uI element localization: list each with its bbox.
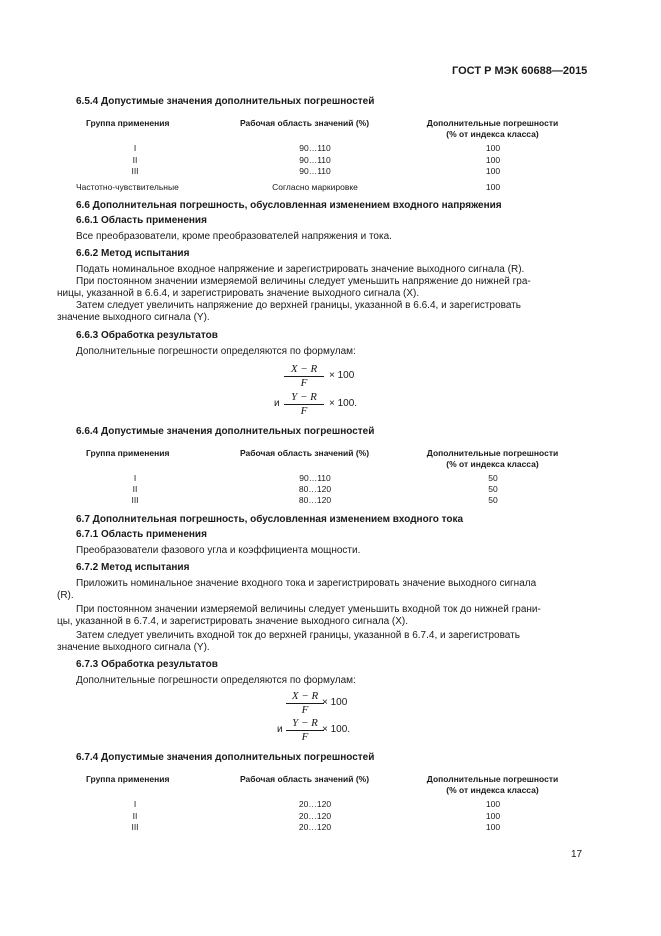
table-cell-range: 80…120 (298, 495, 332, 505)
formula-multiplier: × 100. (322, 724, 351, 735)
formula-numerator: X − R (286, 690, 324, 704)
formula-fraction (284, 363, 324, 390)
formula-denominator: F (301, 704, 309, 716)
formula-and: и (274, 398, 280, 409)
table-header-error-unit: (% от индекса класса) (446, 785, 539, 795)
document-code: ГОСТ Р МЭК 60688—2015 (452, 65, 588, 77)
table-cell-group: II (132, 811, 138, 821)
section-6-5-4-title: 6.5.4 Допустимые значения дополнительных погрешностей (76, 96, 375, 107)
table-header-group: Группа применения (86, 118, 170, 128)
table-cell-group: II (132, 155, 138, 165)
formula-denominator: F (300, 405, 308, 417)
section-6-7-4-title: 6.7.4 Допустимые значения дополнительных погрешностей (76, 752, 375, 763)
section-6-6-2-title: 6.6.2 Метод испытания (76, 248, 190, 259)
table-cell-error: 100 (485, 182, 501, 192)
table-cell-range: Согласно маркировке (272, 182, 358, 192)
table-cell-range: 20…120 (298, 811, 332, 821)
formula-numerator: X − R (284, 363, 324, 377)
section-6-6-1-text: Все преобразователи, кроме преобразователей напряжения и тока. (76, 231, 392, 242)
section-6-6-1-title: 6.6.1 Область применения (76, 215, 207, 226)
page-number: 17 (571, 849, 583, 860)
table-cell-group: Частотно-чувствительные (76, 182, 179, 192)
paragraph-line: ницы, указанной в 6.6.4, и зарегистрировать значение выходного сигнала (X). (57, 288, 420, 299)
paragraph-line: Приложить номинальное значение входного тока и зарегистрировать значение выходного сигнала (76, 578, 537, 589)
formula-numerator: Y − R (286, 717, 324, 731)
paragraph-line: Затем следует увеличить напряжение до верхней границы, указанной в 6.6.4, и зарегистровать (76, 300, 521, 311)
table-header-range: Рабочая область значений (%) (240, 118, 370, 128)
formula-and: и (277, 724, 283, 735)
paragraph-line: (R). (57, 590, 74, 601)
paragraph-line: Дополнительные погрешности определяются по формулам: (76, 346, 356, 357)
paragraph-line: Дополнительные погрешности определяются по формулам: (76, 675, 356, 686)
paragraph-line: значение выходного сигнала (Y). (57, 312, 210, 323)
table-cell-group: II (132, 484, 138, 494)
paragraph-line: При постоянном значении измеряемой величины следует уменьшить напряжение до нижней гра- (76, 276, 531, 287)
formula-multiplier: × 100 (322, 697, 348, 708)
table-cell-range: 20…120 (298, 799, 332, 809)
table-header-group: Группа применения (86, 448, 170, 458)
table-cell-range: 90…110 (299, 166, 331, 176)
table-header-error: Дополнительные погрешности (426, 118, 559, 128)
table-header-range: Рабочая область значений (%) (240, 448, 370, 458)
table-header-range: Рабочая область значений (%) (240, 774, 370, 784)
table-cell-error: 100 (485, 143, 501, 153)
formula-fraction (286, 690, 324, 717)
table-header-error-unit: (% от индекса класса) (446, 129, 539, 139)
table-cell-range: 90…110 (299, 143, 331, 153)
section-6-7-2-title: 6.7.2 Метод испытания (76, 562, 190, 573)
table-cell-error: 100 (485, 799, 501, 809)
table-cell-group: III (131, 822, 139, 832)
table-cell-error: 50 (488, 484, 498, 494)
formula-numerator: Y − R (284, 391, 324, 405)
paragraph-line: цы, указанной в 6.7.4, и зарегистрировать значение выходного сигнала (X). (57, 616, 409, 627)
table-cell-error: 100 (485, 166, 501, 176)
paragraph-line: значение выходного сигнала (Y). (57, 642, 210, 653)
section-6-7-1-title: 6.7.1 Область применения (76, 529, 207, 540)
table-cell-error: 50 (488, 473, 498, 483)
paragraph-line: Затем следует увеличить входной ток до верхней границы, указанной в 6.7.4, и зарегистровать (76, 630, 520, 641)
formula-fraction (286, 717, 324, 744)
section-6-6-3-title: 6.6.3 Обработка результатов (76, 330, 218, 341)
section-6-6-title: 6.6 Дополнительная погрешность, обусловленная изменением входного напряжения (76, 200, 502, 211)
table-cell-group: III (131, 166, 139, 176)
section-6-6-4-title: 6.6.4 Допустимые значения дополнительных погрешностей (76, 426, 375, 437)
paragraph-line: Подать номинальное входное напряжение и зарегистрировать значение выходного сигнала (R). (76, 264, 525, 275)
section-6-7-1-text: Преобразователи фазового угла и коэффициента мощности. (76, 545, 361, 556)
table-header-error: Дополнительные погрешности (426, 774, 559, 784)
table-header-error-unit: (% от индекса класса) (446, 459, 539, 469)
table-cell-group: I (133, 799, 137, 809)
table-header-group: Группа применения (86, 774, 170, 784)
table-cell-group: III (131, 495, 139, 505)
table-cell-range: 20…120 (298, 822, 332, 832)
section-6-7-3-title: 6.7.3 Обработка результатов (76, 659, 218, 670)
table-cell-error: 100 (485, 822, 501, 832)
formula-fraction (284, 391, 324, 418)
table-cell-range: 80…120 (298, 484, 332, 494)
table-header-error: Дополнительные погрешности (426, 448, 559, 458)
table-cell-error: 50 (488, 495, 498, 505)
section-6-7-title: 6.7 Дополнительная погрешность, обусловленная изменением входного тока (76, 514, 464, 525)
table-cell-range: 90…110 (299, 155, 331, 165)
formula-multiplier: × 100 (329, 370, 355, 381)
table-cell-group: I (133, 143, 137, 153)
table-cell-error: 100 (485, 811, 501, 821)
formula-denominator: F (300, 377, 308, 389)
table-cell-group: I (133, 473, 137, 483)
formula-denominator: F (301, 731, 309, 743)
table-cell-error: 100 (485, 155, 501, 165)
formula-multiplier: × 100. (329, 398, 358, 409)
paragraph-line: При постоянном значении измеряемой величины следует уменьшить входной ток до нижней грани- (76, 604, 541, 615)
table-cell-range: 90…110 (299, 473, 331, 483)
